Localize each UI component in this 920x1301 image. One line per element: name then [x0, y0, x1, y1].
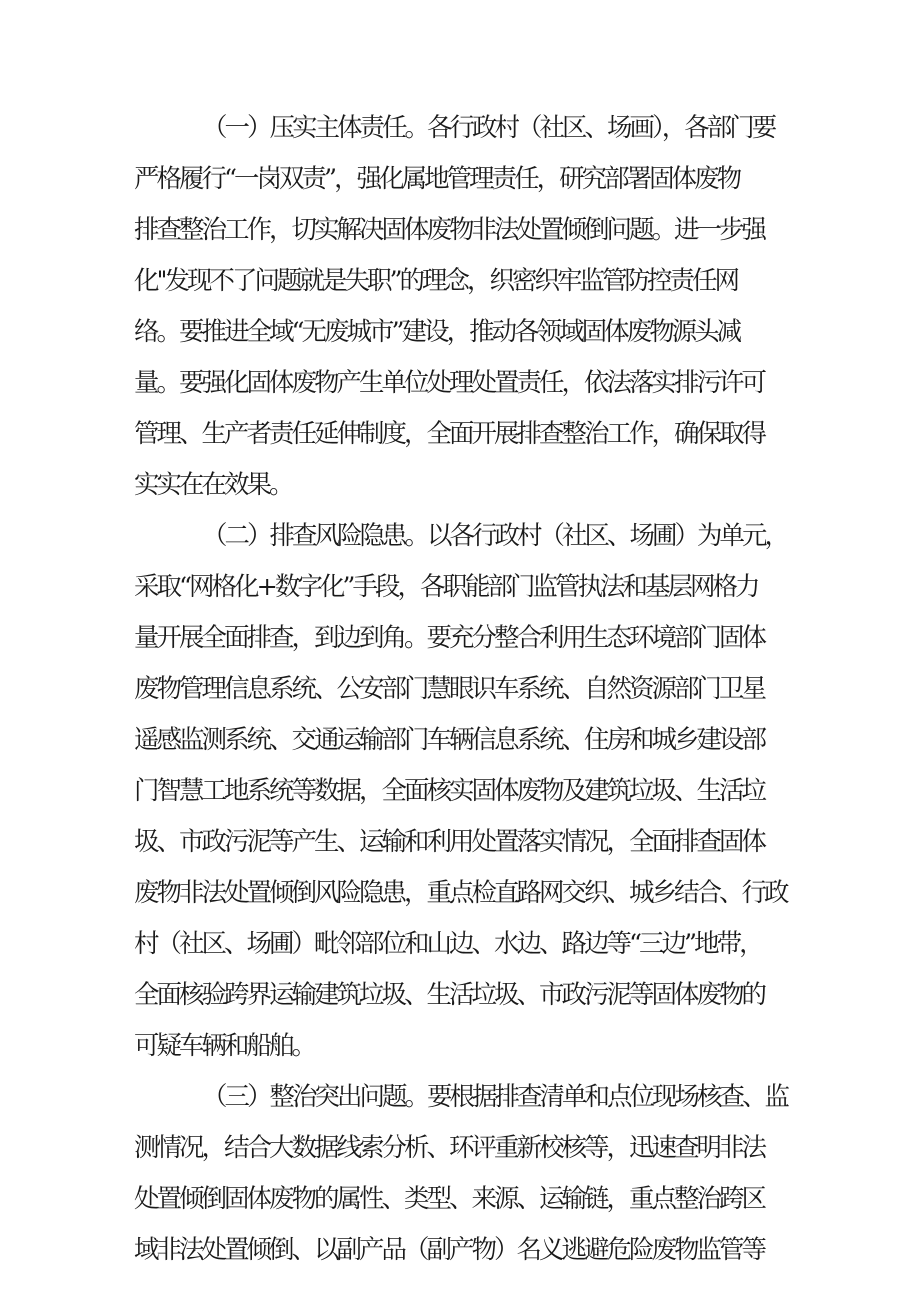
paragraph-line: 域非法处置倾倒、以副产品（副产物）名义逃避危险废物监管等: [134, 1235, 765, 1265]
paragraph-line: 可疑车辆和船舶。: [134, 1031, 315, 1061]
paragraph-line: 门智慧工地系统等数据，全面核实固体废物及建筑垃圾、生活垃: [134, 776, 765, 806]
paragraph-line: 管理、生产者责任延伸制度，全面开展排查整治工作，确保取得: [134, 419, 765, 449]
paragraph-line: 遥感监测系统、交通运输部门车辆信息系统、住房和城乡建设部: [134, 725, 765, 755]
paragraph-line: 废物非法处置倾倒风险隐患，重点检直路网交织、城乡结合、行政: [134, 878, 787, 908]
paragraph-line: （二）排查风险隐患。以各行政村（社区、场圃）为单元，: [202, 521, 788, 551]
paragraph-line: 处置倾倒固体废物的属性、类型、来源、运输链，重点整治跨区: [134, 1184, 765, 1214]
paragraph-line: 采取“网格化+数字化”手段，各职能部门监管执法和基层网格力: [134, 572, 758, 602]
paragraph-line: 废物管理信息系统、公安部门慧眼识车系统、自然资源部门卫星: [134, 674, 765, 704]
paragraph-line: 量开展全面排查，到边到角。要充分整合利用生态环境部门固体: [134, 623, 765, 653]
paragraph-line: 量。要强化固体废物产生单位处理处置责任，依法落实排污许可: [134, 368, 765, 398]
paragraph-line: 排查整治工作，切实解决固体废物非法处置倾倒问题。进一步强: [134, 215, 765, 245]
paragraph-line: （三）整治突出问题。要根据排查清单和点位现场核查、监: [202, 1082, 788, 1112]
paragraph-line: 村（社区、场圃）毗邻部位和山边、水边、路边等“三边”地带，: [134, 929, 762, 959]
paragraph-line: 圾、市政污泥等产生、运输和利用处置落实情况，全面排查固体: [134, 827, 765, 857]
paragraph-line: 全面核验跨界运输建筑垃圾、生活垃圾、市政污泥等固体废物的: [134, 980, 765, 1010]
paragraph-line: 测情况，结合大数据线索分析、环评重新校核等，迅速查明非法: [134, 1133, 765, 1163]
paragraph-line: 络。要推进全域“无废城市”建设，推动各领域固体废物源头减: [134, 317, 740, 347]
paragraph-line: 严格履行“一岗双责”，强化属地管理责任，研究部署固体废物: [134, 164, 740, 194]
paragraph-line: 化''发现不了问题就是失职”的理念，织密织牢监管防控责任网: [134, 266, 738, 296]
paragraph-line: （一）压实主体责任。各行政村（社区、场画），各部门要: [202, 113, 775, 143]
paragraph-line: 实实在在效果。: [134, 470, 292, 500]
